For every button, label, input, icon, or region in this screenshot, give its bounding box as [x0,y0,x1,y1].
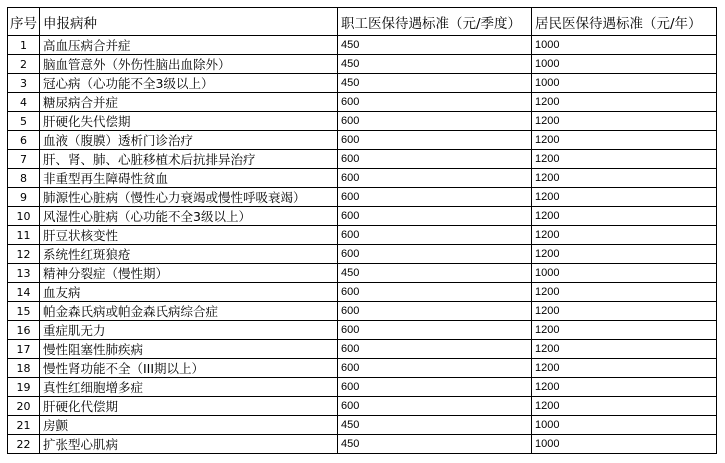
resident-standard-value: 1200 [532,188,717,207]
disease-name: 肝硬化代偿期 [40,397,338,416]
table-row [8,359,717,378]
disease-name: 精神分裂症（慢性期） [40,264,338,283]
employee-standard-value: 600 [338,112,532,131]
employee-standard-value: 450 [338,55,532,74]
row-index: 15 [8,302,40,321]
disease-name: 系统性红斑狼疮 [40,245,338,264]
disease-name: 血液（腹膜）透析门诊治疗 [40,131,338,150]
table-row [8,378,717,397]
table-row [8,112,717,131]
employee-standard-value: 600 [338,169,532,188]
resident-standard-value: 1000 [532,264,717,283]
disease-name: 冠心病（心功能不全3级以上） [40,74,338,93]
row-index: 14 [8,283,40,302]
employee-standard-value: 450 [338,264,532,283]
table-row [8,264,717,283]
resident-standard-value: 1000 [532,435,717,454]
resident-standard-value: 1000 [532,416,717,435]
resident-standard-value: 1200 [532,340,717,359]
employee-standard-value: 450 [338,416,532,435]
row-index: 17 [8,340,40,359]
resident-standard-value: 1200 [532,397,717,416]
resident-standard-value: 1200 [532,359,717,378]
employee-standard-value: 600 [338,302,532,321]
resident-standard-value: 1200 [532,283,717,302]
header-disease: 申报病种 [40,8,338,36]
table-row [8,74,717,93]
table-body [8,36,717,454]
employee-standard-value: 450 [338,435,532,454]
employee-standard-value: 600 [338,340,532,359]
table-row [8,150,717,169]
row-index: 4 [8,93,40,112]
row-index: 19 [8,378,40,397]
employee-standard-value: 450 [338,74,532,93]
resident-standard-value: 1200 [532,226,717,245]
resident-standard-value: 1200 [532,245,717,264]
row-index: 21 [8,416,40,435]
row-index: 20 [8,397,40,416]
disease-name: 肝豆状核变性 [40,226,338,245]
row-index: 22 [8,435,40,454]
employee-standard-value: 600 [338,321,532,340]
table-row [8,55,717,74]
resident-standard-value: 1200 [532,302,717,321]
header-resident-standard: 居民医保待遇标准（元/年） [532,8,717,36]
disease-name: 高血压病合并症 [40,36,338,55]
disease-name: 糖尿病合并症 [40,93,338,112]
table-row [8,226,717,245]
table-header-row [8,8,717,36]
table-row [8,416,717,435]
table-row [8,302,717,321]
employee-standard-value: 600 [338,207,532,226]
disease-name: 扩张型心肌病 [40,435,338,454]
row-index: 10 [8,207,40,226]
table-row [8,36,717,55]
disease-name: 血友病 [40,283,338,302]
row-index: 12 [8,245,40,264]
employee-standard-value: 600 [338,150,532,169]
row-index: 8 [8,169,40,188]
employee-standard-value: 600 [338,188,532,207]
row-index: 18 [8,359,40,378]
employee-standard-value: 600 [338,283,532,302]
table-row [8,340,717,359]
row-index: 5 [8,112,40,131]
row-index: 11 [8,226,40,245]
row-index: 6 [8,131,40,150]
table-row [8,169,717,188]
row-index: 2 [8,55,40,74]
resident-standard-value: 1200 [532,378,717,397]
resident-standard-value: 1200 [532,93,717,112]
resident-standard-value: 1200 [532,112,717,131]
disease-name: 非重型再生障碍性贫血 [40,169,338,188]
row-index: 3 [8,74,40,93]
disease-name: 重症肌无力 [40,321,338,340]
row-index: 7 [8,150,40,169]
employee-standard-value: 600 [338,93,532,112]
disease-name: 帕金森氏病或帕金森氏病综合症 [40,302,338,321]
resident-standard-value: 1200 [532,321,717,340]
table-row [8,435,717,454]
table-row [8,188,717,207]
employee-standard-value: 600 [338,245,532,264]
table-row [8,131,717,150]
disease-name: 慢性肾功能不全（III期以上） [40,359,338,378]
disease-name: 真性红细胞增多症 [40,378,338,397]
disease-name: 慢性阻塞性肺疾病 [40,340,338,359]
disease-standards-table [7,7,717,454]
employee-standard-value: 450 [338,36,532,55]
resident-standard-value: 1200 [532,169,717,188]
table-row [8,321,717,340]
employee-standard-value: 600 [338,397,532,416]
resident-standard-value: 1200 [532,131,717,150]
disease-name: 房颤 [40,416,338,435]
resident-standard-value: 1000 [532,74,717,93]
table-row [8,93,717,112]
row-index: 13 [8,264,40,283]
disease-name: 肝、肾、肺、心脏移植术后抗排异治疗 [40,150,338,169]
row-index: 9 [8,188,40,207]
table-row [8,283,717,302]
header-employee-standard: 职工医保待遇标准（元/季度） [338,8,532,36]
row-index: 16 [8,321,40,340]
resident-standard-value: 1200 [532,150,717,169]
table-row [8,207,717,226]
disease-name: 风湿性心脏病（心功能不全3级以上） [40,207,338,226]
employee-standard-value: 600 [338,359,532,378]
table-row [8,245,717,264]
resident-standard-value: 1200 [532,207,717,226]
table-row [8,397,717,416]
disease-name: 肝硬化失代偿期 [40,112,338,131]
disease-name: 脑血管意外（外伤性脑出血除外） [40,55,338,74]
disease-name: 肺源性心脏病（慢性心力衰竭或慢性呼吸衰竭） [40,188,338,207]
resident-standard-value: 1000 [532,55,717,74]
row-index: 1 [8,36,40,55]
resident-standard-value: 1000 [532,36,717,55]
employee-standard-value: 600 [338,378,532,397]
employee-standard-value: 600 [338,226,532,245]
header-index: 序号 [8,8,40,36]
employee-standard-value: 600 [338,131,532,150]
disease-reimbursement-sheet [7,7,717,454]
